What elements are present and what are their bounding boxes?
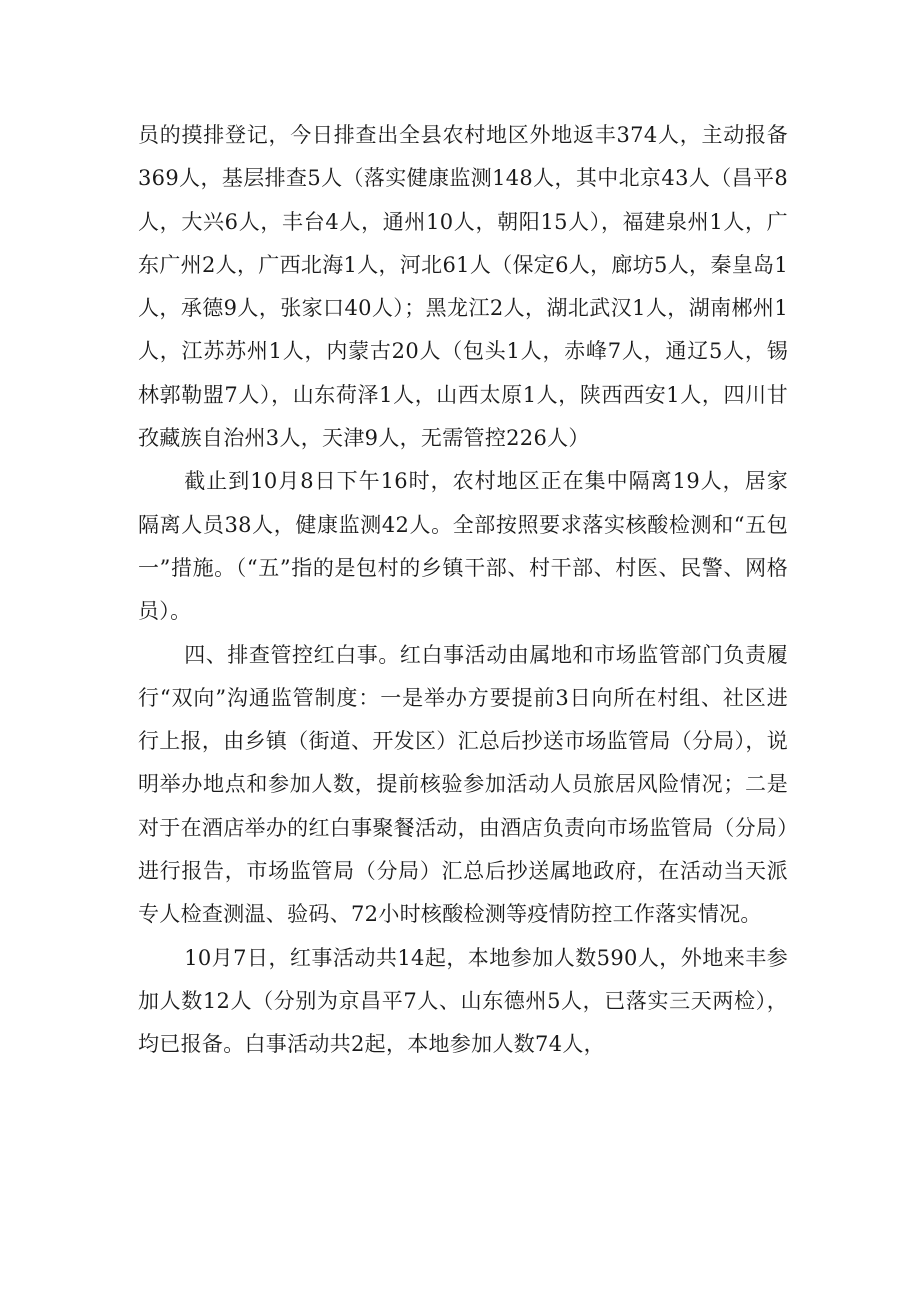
paragraph-isolation-status: 截止到10月8日下午16时，农村地区正在集中隔离19人，居家隔离人员38人，健康监测42人。全部按照要求落实核酸检测和“五包一”措施。（“五”指的是包村的乡镇干部、村干部、村医、民警、网格员）。 — [138, 469, 788, 624]
paragraph-oct7-events: 10月7日，红事活动共14起，本地参加人数590人，外地来丰参加人数12人（分别为京昌平7人、山东德州5人，已落实三天两检），均已报备。白事活动共2起，本地参加人数74人， — [138, 945, 788, 1057]
paragraph-events-control: 四、排查管控红白事。红白事活动由属地和市场监管部门负责履行“双向”沟通监管制度：一是举办方要提前3日向所在村组、社区进行上报，由乡镇（街道、开发区）汇总后抄送市场监管局（分局），说明举办地点和参加人数，提前核验参加活动人员旅居风险情况；二是对于在酒店举办的红白事聚餐活动，由酒店负责向市场监管局（分局）进行报告，市场监管局（分局）汇总后抄送属地政府，在活动当天派专人检查测温、验码、72小时核酸检测等疫情防控工作落实情况。 — [138, 642, 788, 927]
paragraph-continuation: 员的摸排登记，今日排查出全县农村地区外地返丰374人，主动报备369人，基层排查5人（落实健康监测148人，其中北京43人（昌平8人，大兴6人，丰台4人，通州10人，朝阳15人），福建泉州1人，广东广州2人，广西北海1人，河北61人（保定6人，廊坊5人，秦皇岛1人，承德9人，张家口40人）；黑龙江2人，湖北武汉1人，湖南郴州1人，江苏苏州1人，内蒙古20人（包头1人，赤峰7人，通辽5人，锡林郭勒盟7人），山东荷泽1人，山西太原1人，陕西西安1人，四川甘孜藏族自治州3人，天津9人，无需管控226人） — [138, 123, 788, 451]
document-page — [138, 114, 788, 1067]
